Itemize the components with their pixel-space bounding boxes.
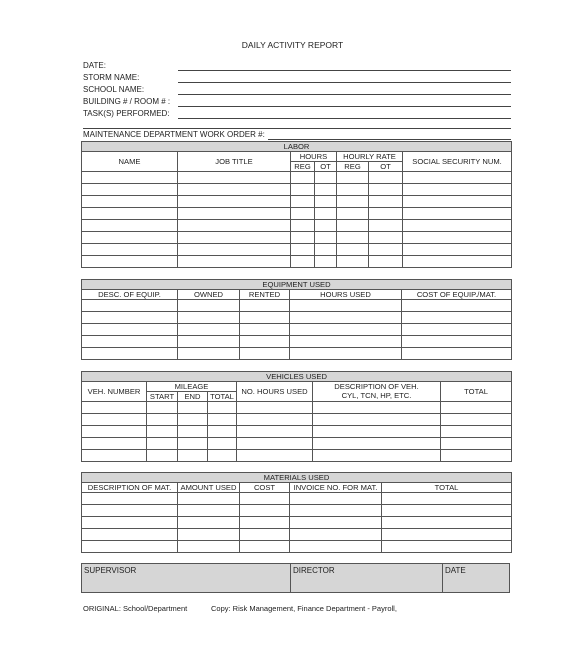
material-row-cell[interactable] (382, 529, 512, 541)
labor-row-cell[interactable] (291, 184, 315, 196)
equipment-row-cell[interactable] (82, 324, 178, 336)
labor-hours-header: HOURS (291, 152, 337, 162)
labor-row-cell[interactable] (315, 208, 337, 220)
labor-rate-ot-header: OT (369, 162, 403, 172)
equipment-row-cell[interactable] (178, 348, 240, 360)
labor-row-cell[interactable] (178, 208, 291, 220)
material-row-cell[interactable] (240, 541, 290, 553)
equipment-row-cell[interactable] (82, 300, 178, 312)
equipment-row-cell[interactable] (240, 336, 290, 348)
vehicle-row-cell[interactable] (313, 438, 441, 450)
vehicle-row-cell[interactable] (147, 426, 178, 438)
materials-table (81, 472, 512, 553)
vehicle-row-cell[interactable] (208, 414, 237, 426)
materials-desc-header: DESCRIPTION OF MAT. (82, 483, 178, 493)
labor-row-cell[interactable] (291, 172, 315, 184)
material-row-cell[interactable] (178, 529, 240, 541)
vehicles-desc-header-line2: CYL, TCN, HP, ETC. (313, 392, 441, 402)
labor-row (82, 220, 512, 232)
labor-row-cell[interactable] (403, 208, 512, 220)
labor-row-cell[interactable] (337, 256, 369, 268)
vehicle-row-cell[interactable] (208, 450, 237, 462)
equipment-row-cell[interactable] (240, 312, 290, 324)
equipment-row-cell[interactable] (402, 324, 512, 336)
labor-section-header: LABOR (82, 142, 512, 152)
vehicles-table (81, 371, 512, 462)
vehicle-row-cell[interactable] (147, 414, 178, 426)
vehicle-row (82, 438, 512, 450)
labor-row (82, 208, 512, 220)
equipment-row-cell[interactable] (290, 300, 402, 312)
building-room-field[interactable] (178, 106, 511, 107)
materials-total-header: TOTAL (382, 483, 512, 493)
equipment-row-cell[interactable] (240, 324, 290, 336)
report-title: DAILY ACTIVITY REPORT (241, 40, 344, 50)
material-row-cell[interactable] (382, 493, 512, 505)
labor-row-cell[interactable] (403, 172, 512, 184)
labor-hourly-rate-header: HOURLY RATE (337, 152, 403, 162)
labor-hours-ot-header: OT (315, 162, 337, 172)
vehicle-row-cell[interactable] (208, 402, 237, 414)
labor-row-cell[interactable] (82, 196, 178, 208)
material-row-cell[interactable] (178, 517, 240, 529)
vehicle-row-cell[interactable] (441, 438, 512, 450)
date-field[interactable] (178, 70, 511, 71)
labor-row-cell[interactable] (369, 256, 403, 268)
labor-row-cell[interactable] (178, 172, 291, 184)
labor-row-cell[interactable] (369, 232, 403, 244)
director-signature-field[interactable] (291, 564, 443, 592)
materials-cost-header: COST (240, 483, 290, 493)
labor-row-cell[interactable] (315, 232, 337, 244)
equipment-row (82, 348, 512, 360)
vehicle-row-cell[interactable] (313, 426, 441, 438)
equipment-row-cell[interactable] (290, 324, 402, 336)
storm-name-field[interactable] (178, 82, 511, 83)
vehicle-row-cell[interactable] (237, 402, 313, 414)
labor-row (82, 244, 512, 256)
labor-row-cell[interactable] (178, 244, 291, 256)
labor-job-title-header: JOB TITLE (178, 152, 291, 172)
materials-section-header: MATERIALS USED (82, 473, 512, 483)
labor-row-cell[interactable] (82, 256, 178, 268)
labor-row (82, 232, 512, 244)
material-row-cell[interactable] (290, 529, 382, 541)
vehicle-row-cell[interactable] (147, 450, 178, 462)
material-row-cell[interactable] (82, 493, 178, 505)
labor-row-cell[interactable] (403, 196, 512, 208)
vehicle-row-cell[interactable] (178, 402, 208, 414)
equipment-row-cell[interactable] (240, 300, 290, 312)
vehicles-mileage-start-header: START (147, 392, 178, 402)
materials-invoice-header: INVOICE NO. FOR MAT. (290, 483, 382, 493)
vehicle-row-cell[interactable] (82, 438, 147, 450)
footer-copy: Copy: Risk Management, Finance Department - Payroll, (211, 604, 397, 613)
labor-row-cell[interactable] (315, 220, 337, 232)
material-row-cell[interactable] (178, 505, 240, 517)
vehicle-row-cell[interactable] (441, 426, 512, 438)
labor-row-cell[interactable] (403, 232, 512, 244)
labor-row-cell[interactable] (369, 208, 403, 220)
labor-row-cell[interactable] (369, 172, 403, 184)
tasks-performed-field[interactable] (178, 118, 511, 119)
footer-original: ORIGINAL: School/Department (83, 604, 188, 613)
material-row (82, 529, 512, 541)
material-row (82, 541, 512, 553)
material-row-cell[interactable] (382, 541, 512, 553)
equipment-owned-header: OWNED (178, 290, 240, 300)
supervisor-label: SUPERVISOR (84, 566, 137, 575)
vehicles-hours-used-header: NO. HOURS USED (237, 382, 313, 402)
vehicle-row-cell[interactable] (237, 438, 313, 450)
labor-row (82, 184, 512, 196)
labor-row-cell[interactable] (403, 220, 512, 232)
labor-row-cell[interactable] (291, 244, 315, 256)
labor-row-cell[interactable] (178, 220, 291, 232)
labor-row-cell[interactable] (315, 244, 337, 256)
equipment-row-cell[interactable] (82, 336, 178, 348)
labor-row-cell[interactable] (403, 184, 512, 196)
labor-table (81, 141, 512, 268)
vehicles-desc-header-line1: DESCRIPTION OF VEH. (313, 382, 441, 392)
vehicle-row-cell[interactable] (237, 450, 313, 462)
vehicle-row-cell[interactable] (178, 426, 208, 438)
director-label: DIRECTOR (293, 566, 335, 575)
material-row-cell[interactable] (82, 529, 178, 541)
labor-row-cell[interactable] (291, 208, 315, 220)
vehicles-mileage-header: MILEAGE (147, 382, 237, 392)
tasks-performed-label: TASK(S) PERFORMED: (83, 109, 170, 118)
vehicle-row (82, 450, 512, 462)
vehicle-row (82, 414, 512, 426)
vehicle-row-cell[interactable] (313, 414, 441, 426)
material-row-cell[interactable] (290, 493, 382, 505)
school-name-label: SCHOOL NAME: (83, 85, 145, 94)
equipment-row-cell[interactable] (290, 336, 402, 348)
date-label: DATE: (83, 61, 106, 70)
labor-row-cell[interactable] (82, 184, 178, 196)
equipment-table (81, 279, 512, 360)
labor-row (82, 196, 512, 208)
labor-row-cell[interactable] (337, 220, 369, 232)
equipment-desc-header: DESC. OF EQUIP. (82, 290, 178, 300)
labor-row-cell[interactable] (337, 232, 369, 244)
labor-row-cell[interactable] (82, 220, 178, 232)
vehicle-row-cell[interactable] (178, 414, 208, 426)
vehicle-row (82, 402, 512, 414)
material-row-cell[interactable] (178, 493, 240, 505)
equipment-row-cell[interactable] (240, 348, 290, 360)
equipment-cost-header: COST OF EQUIP./MAT. (402, 290, 512, 300)
equipment-row-cell[interactable] (178, 336, 240, 348)
material-row-cell[interactable] (240, 505, 290, 517)
material-row-cell[interactable] (240, 529, 290, 541)
material-row-cell[interactable] (82, 541, 178, 553)
equipment-row-cell[interactable] (402, 336, 512, 348)
labor-row-cell[interactable] (178, 232, 291, 244)
material-row (82, 493, 512, 505)
material-row-cell[interactable] (240, 493, 290, 505)
vehicle-row-cell[interactable] (208, 426, 237, 438)
labor-row-cell[interactable] (369, 196, 403, 208)
labor-name-header: NAME (82, 152, 178, 172)
equipment-row-cell[interactable] (402, 312, 512, 324)
school-name-field[interactable] (178, 94, 511, 95)
equipment-row-cell[interactable] (178, 324, 240, 336)
signature-date-label: DATE (445, 566, 466, 575)
labor-row-cell[interactable] (82, 232, 178, 244)
vehicle-row-cell[interactable] (313, 402, 441, 414)
labor-row (82, 172, 512, 184)
labor-row-cell[interactable] (369, 244, 403, 256)
labor-row-cell[interactable] (337, 208, 369, 220)
vehicle-row-cell[interactable] (147, 402, 178, 414)
labor-row-cell[interactable] (291, 232, 315, 244)
labor-row-cell[interactable] (337, 196, 369, 208)
labor-row (82, 256, 512, 268)
equipment-section-header: EQUIPMENT USED (82, 280, 512, 290)
labor-row-cell[interactable] (369, 184, 403, 196)
equipment-row-cell[interactable] (402, 300, 512, 312)
material-row-cell[interactable] (240, 517, 290, 529)
materials-amount-header: AMOUNT USED (178, 483, 240, 493)
labor-row-cell[interactable] (315, 196, 337, 208)
equipment-row (82, 336, 512, 348)
work-order-field[interactable] (268, 139, 511, 140)
equipment-row-cell[interactable] (290, 312, 402, 324)
labor-row-cell[interactable] (337, 184, 369, 196)
labor-row-cell[interactable] (369, 220, 403, 232)
labor-row-cell[interactable] (178, 184, 291, 196)
vehicle-row (82, 426, 512, 438)
vehicles-mileage-end-header: END (178, 392, 208, 402)
equipment-rented-header: RENTED (240, 290, 290, 300)
vehicles-mileage-total-header: TOTAL (208, 392, 237, 402)
labor-row-cell[interactable] (337, 172, 369, 184)
labor-row-cell[interactable] (178, 256, 291, 268)
vehicle-row-cell[interactable] (441, 450, 512, 462)
material-row (82, 517, 512, 529)
signature-bar (81, 563, 510, 593)
labor-row-cell[interactable] (291, 220, 315, 232)
labor-row-cell[interactable] (403, 256, 512, 268)
material-row (82, 505, 512, 517)
labor-row-cell[interactable] (337, 244, 369, 256)
vehicle-row-cell[interactable] (178, 438, 208, 450)
equipment-row-cell[interactable] (82, 348, 178, 360)
vehicle-row-cell[interactable] (82, 402, 147, 414)
storm-name-label: STORM NAME: (83, 73, 140, 82)
vehicle-row-cell[interactable] (82, 414, 147, 426)
material-row-cell[interactable] (178, 541, 240, 553)
labor-row-cell[interactable] (82, 208, 178, 220)
material-row-cell[interactable] (382, 505, 512, 517)
labor-row-cell[interactable] (403, 244, 512, 256)
labor-hours-reg-header: REG (291, 162, 315, 172)
material-row-cell[interactable] (382, 517, 512, 529)
equipment-row-cell[interactable] (178, 300, 240, 312)
labor-ssn-header: SOCIAL SECURITY NUM. (403, 152, 512, 172)
material-row-cell[interactable] (290, 541, 382, 553)
labor-row-cell[interactable] (315, 256, 337, 268)
equipment-row-cell[interactable] (178, 312, 240, 324)
equipment-row (82, 312, 512, 324)
work-order-label: MAINTENANCE DEPARTMENT WORK ORDER #: (83, 130, 265, 139)
vehicle-row-cell[interactable] (441, 402, 512, 414)
labor-row-cell[interactable] (315, 172, 337, 184)
material-row-cell[interactable] (82, 517, 178, 529)
labor-rate-reg-header: REG (337, 162, 369, 172)
labor-row-cell[interactable] (178, 196, 291, 208)
vehicle-row-cell[interactable] (313, 450, 441, 462)
vehicle-row-cell[interactable] (208, 438, 237, 450)
vehicle-row-cell[interactable] (82, 426, 147, 438)
vehicle-row-cell[interactable] (237, 414, 313, 426)
building-room-label: BUILDING # / ROOM # : (83, 97, 171, 106)
vehicle-row-cell[interactable] (237, 426, 313, 438)
equipment-row (82, 324, 512, 336)
equipment-row-cell[interactable] (402, 348, 512, 360)
labor-row-cell[interactable] (291, 196, 315, 208)
supervisor-signature-field[interactable] (82, 564, 291, 592)
material-row-cell[interactable] (290, 505, 382, 517)
labor-row-cell[interactable] (291, 256, 315, 268)
equipment-hours-header: HOURS USED (290, 290, 402, 300)
vehicle-row-cell[interactable] (82, 450, 147, 462)
vehicles-total-header: TOTAL (441, 382, 512, 402)
signature-date-field[interactable] (443, 564, 509, 592)
material-row-cell[interactable] (82, 505, 178, 517)
labor-row-cell[interactable] (82, 172, 178, 184)
vehicle-row-cell[interactable] (178, 450, 208, 462)
equipment-row (82, 300, 512, 312)
vehicle-row-cell[interactable] (441, 414, 512, 426)
material-row-cell[interactable] (290, 517, 382, 529)
vehicle-row-cell[interactable] (147, 438, 178, 450)
vehicles-number-header: VEH. NUMBER (82, 382, 147, 402)
equipment-row-cell[interactable] (290, 348, 402, 360)
tasks-performed-field-2[interactable] (83, 128, 511, 129)
labor-row-cell[interactable] (315, 184, 337, 196)
labor-row-cell[interactable] (82, 244, 178, 256)
equipment-row-cell[interactable] (82, 312, 178, 324)
vehicles-section-header: VEHICLES USED (82, 372, 512, 382)
